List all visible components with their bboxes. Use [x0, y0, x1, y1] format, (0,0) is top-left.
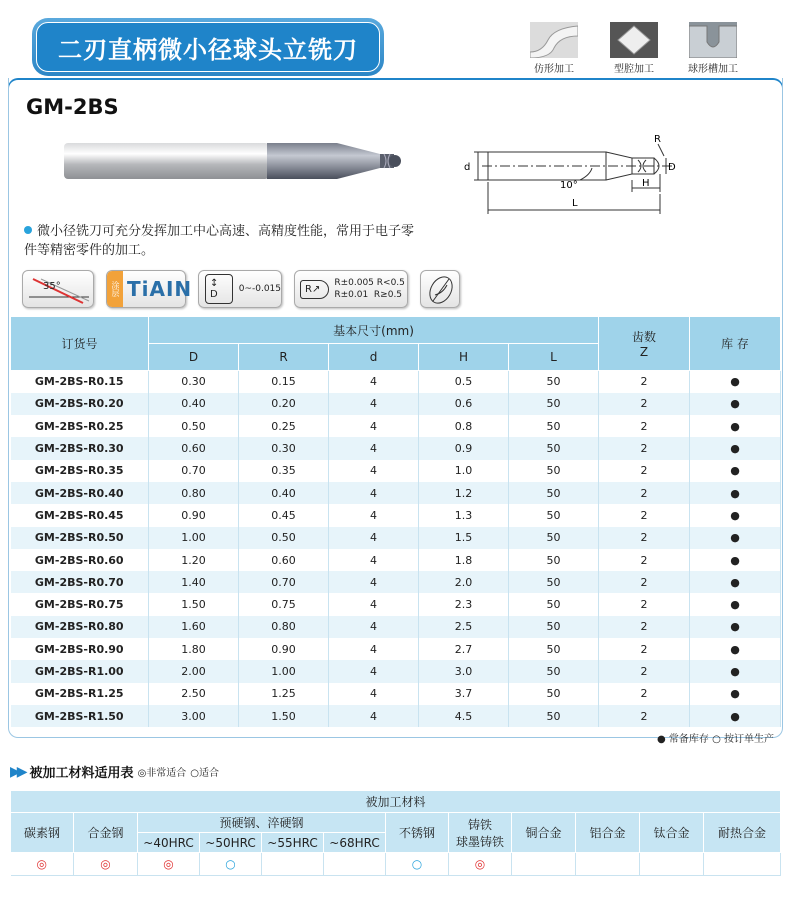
- helix-angle-label: 35°: [43, 281, 61, 292]
- materials-header-main: 被加工材料: [11, 791, 781, 813]
- double-arrow-icon: ▶▶: [10, 763, 24, 780]
- cell-dim-H: 3.0: [419, 660, 509, 682]
- cell-dim-D: 2.00: [149, 660, 239, 682]
- cell-dim-R: 0.70: [239, 571, 329, 593]
- cell-dim-H: 1.0: [419, 460, 509, 482]
- material-cast-iron-label: 铸铁: [467, 817, 492, 832]
- cell-order-number: GM-2BS-R0.50: [11, 527, 149, 549]
- cell-teeth-count: 2: [599, 437, 690, 459]
- cell-dim-L: 50: [509, 660, 599, 682]
- cell-stock-status: ●: [690, 437, 781, 459]
- cell-dim-L: 50: [509, 638, 599, 660]
- cell-dim-R: 1.25: [239, 683, 329, 705]
- cell-dim-H: 0.9: [419, 437, 509, 459]
- cell-dim-D: 1.50: [149, 593, 239, 615]
- cell-dim-L: 50: [509, 460, 599, 482]
- cell-dim-D: 1.60: [149, 616, 239, 638]
- cell-teeth-count: 2: [599, 527, 690, 549]
- cell-teeth-count: 2: [599, 683, 690, 705]
- cell-dim-R: 0.80: [239, 616, 329, 638]
- cell-stock-status: ●: [690, 415, 781, 437]
- cell-dim-H: 2.3: [419, 593, 509, 615]
- cell-dim-H: 2.0: [419, 571, 509, 593]
- cell-dim-d: 4: [329, 571, 419, 593]
- cell-dim-R: 0.90: [239, 638, 329, 660]
- cell-dim-L: 50: [509, 393, 599, 415]
- cell-dim-H: 0.5: [419, 371, 509, 393]
- material-suitability-cell: ◎: [74, 853, 138, 876]
- table-row: [11, 616, 781, 638]
- cell-dim-d: 4: [329, 482, 419, 504]
- spec-d-tolerance-badge: [198, 270, 282, 308]
- cell-dim-H: 0.8: [419, 415, 509, 437]
- cell-teeth-count: 2: [599, 593, 690, 615]
- cell-dim-d: 4: [329, 527, 419, 549]
- material-stainless: 不锈钢: [386, 813, 449, 853]
- r-tolerance-1b: R<0.5: [376, 278, 405, 288]
- product-table: [10, 316, 781, 727]
- spec-coating-badge: [106, 270, 193, 308]
- cell-dim-H: 1.5: [419, 527, 509, 549]
- cell-dim-d: 4: [329, 437, 419, 459]
- machining-type-cavity: [604, 22, 664, 75]
- material-copper: 铜合金: [512, 813, 576, 853]
- material-hrc-68: ~68HRC: [324, 833, 386, 853]
- cell-dim-R: 0.45: [239, 504, 329, 526]
- cell-teeth-count: 2: [599, 616, 690, 638]
- table-row: [11, 393, 781, 415]
- d-tolerance-symbol: D: [210, 289, 218, 300]
- table-row: [11, 660, 781, 682]
- product-table-body: [11, 371, 781, 728]
- cell-dim-H: 1.8: [419, 549, 509, 571]
- cell-order-number: GM-2BS-R0.40: [11, 482, 149, 504]
- tool-dimension-drawing: [460, 130, 700, 220]
- cell-dim-R: 1.50: [239, 705, 329, 727]
- cell-dim-L: 50: [509, 527, 599, 549]
- stock-legend: ● 常备库存 ○ 按订单生产: [657, 734, 774, 745]
- cell-order-number: GM-2BS-R1.50: [11, 705, 149, 727]
- cell-order-number: GM-2BS-R0.90: [11, 638, 149, 660]
- material-hrc-50: ~50HRC: [200, 833, 262, 853]
- dim-label-R: R: [654, 134, 661, 145]
- material-titanium: 钛合金: [640, 813, 704, 853]
- cell-stock-status: ●: [690, 571, 781, 593]
- cell-dim-H: 0.6: [419, 393, 509, 415]
- material-suitability-cell: [262, 853, 324, 876]
- r-tolerance-icon: R↗: [300, 280, 329, 299]
- materials-title: 被加工材料适用表: [29, 766, 134, 781]
- cell-dim-L: 50: [509, 415, 599, 437]
- dim-label-D: D: [668, 162, 676, 173]
- dim-label-L: L: [572, 198, 578, 209]
- machining-type-profile: [524, 22, 584, 75]
- dim-label-d: d: [464, 162, 471, 173]
- cavity-machining-icon: [610, 22, 658, 58]
- header-order-number: 订货号: [11, 317, 149, 371]
- cell-dim-D: 0.80: [149, 482, 239, 504]
- cell-order-number: GM-2BS-R1.25: [11, 683, 149, 705]
- spec-r-tolerance-badge: [294, 270, 408, 308]
- table-row: [11, 504, 781, 526]
- table-row: [11, 460, 781, 482]
- header-stock: 库 存: [690, 317, 781, 371]
- material-hrc-40: ~40HRC: [138, 833, 200, 853]
- material-hrc-55: ~55HRC: [262, 833, 324, 853]
- cell-dim-L: 50: [509, 593, 599, 615]
- title-banner-inner: [36, 22, 380, 72]
- cell-dim-L: 50: [509, 571, 599, 593]
- cell-dim-R: 0.50: [239, 527, 329, 549]
- coating-tag: 涂层: [107, 271, 123, 307]
- cell-stock-status: ●: [690, 549, 781, 571]
- cell-stock-status: ●: [690, 527, 781, 549]
- coating-name: TiAIN: [127, 277, 193, 301]
- r-tolerance-row-2: [334, 289, 405, 301]
- material-suitability-cell: [512, 853, 576, 876]
- material-suitability-cell: [324, 853, 386, 876]
- cell-dim-d: 4: [329, 638, 419, 660]
- dim-label-angle: 10°: [560, 180, 578, 191]
- cell-dim-d: 4: [329, 549, 419, 571]
- cell-dim-R: 0.15: [239, 371, 329, 393]
- cell-dim-L: 50: [509, 705, 599, 727]
- cell-teeth-count: 2: [599, 415, 690, 437]
- cell-teeth-count: 2: [599, 504, 690, 526]
- material-heat-resistant: 耐热合金: [704, 813, 781, 853]
- material-hardened-steel: 预硬钢、淬硬钢: [138, 813, 386, 833]
- cell-order-number: GM-2BS-R0.20: [11, 393, 149, 415]
- header-basic-dimensions: 基本尺寸(mm): [149, 317, 599, 344]
- cell-dim-d: 4: [329, 504, 419, 526]
- table-row: [11, 549, 781, 571]
- r-tolerance-values: [334, 277, 405, 301]
- cell-dim-d: 4: [329, 593, 419, 615]
- header-teeth-label: 齿数: [632, 330, 657, 344]
- product-description: [24, 222, 424, 260]
- cell-dim-R: 0.40: [239, 482, 329, 504]
- cell-stock-status: ●: [690, 504, 781, 526]
- r-tolerance-row-1: [334, 277, 405, 289]
- table-row: [11, 571, 781, 593]
- cell-dim-R: 0.25: [239, 415, 329, 437]
- cell-dim-D: 3.00: [149, 705, 239, 727]
- cell-dim-R: 0.75: [239, 593, 329, 615]
- cell-stock-status: ●: [690, 482, 781, 504]
- table-row: [11, 437, 781, 459]
- cell-dim-d: 4: [329, 393, 419, 415]
- cell-dim-R: 0.20: [239, 393, 329, 415]
- material-alloy-steel: 合金钢: [74, 813, 138, 853]
- spec-helix-badge: [22, 270, 94, 308]
- table-row: [11, 705, 781, 727]
- r-tolerance-2a: R±0.01: [334, 290, 369, 300]
- cell-dim-R: 0.30: [239, 437, 329, 459]
- cell-order-number: GM-2BS-R0.30: [11, 437, 149, 459]
- materials-suitability-row: [11, 853, 781, 876]
- cell-dim-R: 0.35: [239, 460, 329, 482]
- cell-stock-status: ●: [690, 371, 781, 393]
- cell-order-number: GM-2BS-R0.60: [11, 549, 149, 571]
- cell-dim-H: 3.7: [419, 683, 509, 705]
- cell-dim-H: 2.5: [419, 616, 509, 638]
- machining-type-label: 型腔加工: [614, 64, 654, 75]
- header-teeth: [599, 317, 690, 371]
- machining-type-label: 仿形加工: [534, 64, 574, 75]
- r-tolerance-symbol: R: [305, 283, 312, 295]
- r-tolerance-1a: R±0.005: [334, 278, 374, 288]
- cell-dim-d: 4: [329, 683, 419, 705]
- table-row: [11, 415, 781, 437]
- cell-dim-H: 1.2: [419, 482, 509, 504]
- cell-dim-H: 4.5: [419, 705, 509, 727]
- cell-teeth-count: 2: [599, 638, 690, 660]
- cell-teeth-count: 2: [599, 482, 690, 504]
- cell-stock-status: ●: [690, 705, 781, 727]
- cell-dim-D: 0.50: [149, 415, 239, 437]
- material-suitability-cell: ◎: [138, 853, 200, 876]
- page-title: 二刃直柄微小径球头立铣刀: [58, 35, 358, 64]
- cell-dim-D: 0.40: [149, 393, 239, 415]
- cell-dim-D: 0.60: [149, 437, 239, 459]
- cell-dim-D: 1.00: [149, 527, 239, 549]
- header-d: d: [329, 344, 419, 371]
- dim-label-H: H: [642, 178, 650, 189]
- spec-ball-flute-badge: [420, 270, 460, 308]
- cell-stock-status: ●: [690, 460, 781, 482]
- material-suitability-cell: [576, 853, 640, 876]
- cell-dim-d: 4: [329, 660, 419, 682]
- materials-section-title: [10, 762, 219, 781]
- d-tolerance-value: 0~-0.015: [238, 284, 281, 294]
- cell-order-number: GM-2BS-R0.35: [11, 460, 149, 482]
- cell-teeth-count: 2: [599, 549, 690, 571]
- material-suitability-cell: ◎: [449, 853, 512, 876]
- cell-order-number: GM-2BS-R0.25: [11, 415, 149, 437]
- cell-stock-status: ●: [690, 393, 781, 415]
- header-teeth-symbol: Z: [639, 345, 649, 359]
- header-L: L: [509, 344, 599, 371]
- note-suitable: ○适合: [190, 768, 220, 779]
- cell-order-number: GM-2BS-R0.70: [11, 571, 149, 593]
- cell-teeth-count: 2: [599, 571, 690, 593]
- cell-dim-D: 0.30: [149, 371, 239, 393]
- header-H: H: [419, 344, 509, 371]
- material-ductile-iron-label: 球墨铸铁: [455, 834, 504, 849]
- cell-dim-d: 4: [329, 616, 419, 638]
- cell-dim-d: 4: [329, 371, 419, 393]
- cell-order-number: GM-2BS-R0.80: [11, 616, 149, 638]
- note-very-suitable: ◎非常适合: [137, 768, 187, 779]
- tool-photo: [62, 140, 402, 182]
- cell-teeth-count: 2: [599, 371, 690, 393]
- d-tolerance-icon: ↕ D: [205, 274, 233, 304]
- cell-dim-D: 1.20: [149, 549, 239, 571]
- cell-stock-status: ●: [690, 660, 781, 682]
- r-tolerance-2b: R≥0.5: [373, 290, 403, 300]
- cell-stock-status: ●: [690, 683, 781, 705]
- cell-dim-D: 0.90: [149, 504, 239, 526]
- cell-dim-D: 0.70: [149, 460, 239, 482]
- material-suitability-cell: [704, 853, 781, 876]
- machining-type-ball-groove: [683, 22, 743, 75]
- cell-order-number: GM-2BS-R1.00: [11, 660, 149, 682]
- description-text: 微小径铣刀可充分发挥加工中心高速、高精度性能，常用于电子零件等精密零件的加工。: [24, 224, 415, 258]
- material-suitability-cell: [640, 853, 704, 876]
- bullet-dot-icon: [24, 226, 32, 234]
- cell-dim-R: 1.00: [239, 660, 329, 682]
- table-row: [11, 683, 781, 705]
- cell-stock-status: ●: [690, 638, 781, 660]
- cell-dim-L: 50: [509, 371, 599, 393]
- material-carbon-steel: 碳素钢: [11, 813, 74, 853]
- cell-dim-D: 2.50: [149, 683, 239, 705]
- material-suitability-cell: ○: [200, 853, 262, 876]
- cell-order-number: GM-2BS-R0.15: [11, 371, 149, 393]
- cell-teeth-count: 2: [599, 393, 690, 415]
- cell-dim-L: 50: [509, 482, 599, 504]
- material-aluminum: 铝合金: [576, 813, 640, 853]
- table-row: [11, 527, 781, 549]
- header-D: D: [149, 344, 239, 371]
- table-row: [11, 593, 781, 615]
- cell-order-number: GM-2BS-R0.45: [11, 504, 149, 526]
- cell-dim-L: 50: [509, 616, 599, 638]
- cell-dim-H: 1.3: [419, 504, 509, 526]
- model-number: GM-2BS: [26, 95, 119, 119]
- profile-machining-icon: [530, 22, 578, 58]
- cell-dim-L: 50: [509, 504, 599, 526]
- cell-dim-d: 4: [329, 460, 419, 482]
- cell-dim-R: 0.60: [239, 549, 329, 571]
- machining-type-label: 球形槽加工: [688, 64, 738, 75]
- cell-dim-D: 1.40: [149, 571, 239, 593]
- materials-table: [10, 790, 781, 876]
- cell-dim-H: 2.7: [419, 638, 509, 660]
- header-R: R: [239, 344, 329, 371]
- cell-teeth-count: 2: [599, 660, 690, 682]
- material-cast-iron: [449, 813, 512, 853]
- cell-teeth-count: 2: [599, 705, 690, 727]
- table-row: [11, 371, 781, 393]
- cell-dim-D: 1.80: [149, 638, 239, 660]
- cell-stock-status: ●: [690, 593, 781, 615]
- cell-teeth-count: 2: [599, 460, 690, 482]
- ball-groove-machining-icon: [689, 22, 737, 58]
- cell-dim-L: 50: [509, 683, 599, 705]
- cell-order-number: GM-2BS-R0.75: [11, 593, 149, 615]
- material-suitability-cell: ○: [386, 853, 449, 876]
- ball-flute-icon: [421, 271, 461, 309]
- cell-stock-status: ●: [690, 616, 781, 638]
- title-banner: [32, 18, 384, 76]
- table-row: [11, 482, 781, 504]
- cell-dim-d: 4: [329, 705, 419, 727]
- cell-dim-L: 50: [509, 549, 599, 571]
- material-suitability-cell: ◎: [11, 853, 74, 876]
- table-row: [11, 638, 781, 660]
- cell-dim-L: 50: [509, 437, 599, 459]
- cell-dim-d: 4: [329, 415, 419, 437]
